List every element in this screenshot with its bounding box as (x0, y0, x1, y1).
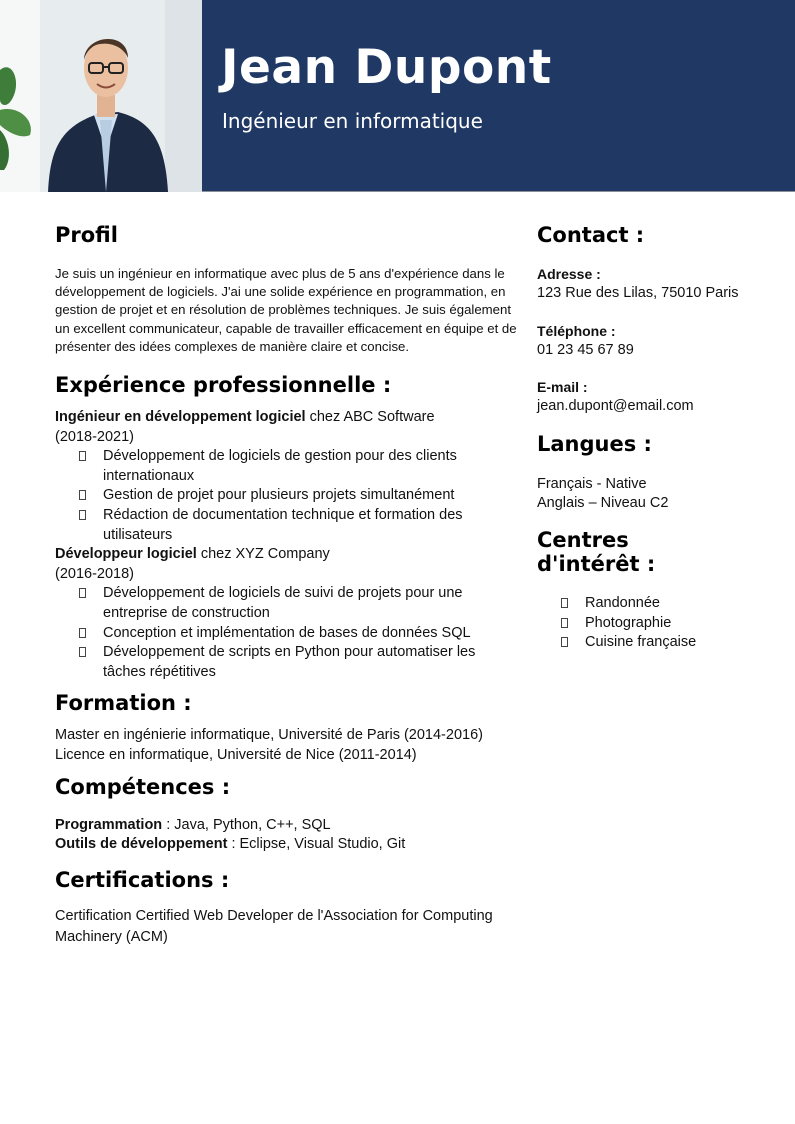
certifications-heading: Certifications : (55, 867, 230, 892)
interests-list (537, 594, 767, 653)
contact-phone (537, 322, 767, 361)
education-list (55, 726, 520, 765)
candidate-title: Ingénieur en informatique (222, 109, 483, 133)
skill-value: : Java, Python, C++, SQL (162, 816, 331, 833)
languages-list (537, 475, 767, 514)
phone-value: 01 23 45 67 89 (537, 341, 634, 358)
job-role: Développeur logiciel (55, 546, 197, 563)
job-tasks (55, 584, 520, 682)
education-item: Master en ingénierie informatique, Université de Paris (2014-2016) (55, 727, 483, 744)
address-label: Adresse : (537, 266, 601, 282)
interest-item (585, 633, 767, 653)
email-label: E-mail : (537, 379, 588, 396)
experience-section (55, 408, 520, 682)
skill-item (55, 835, 520, 855)
task-text: Développement de logiciels de suivi de projets pour une entreprise de construction (103, 585, 463, 621)
job-role: Ingénieur en développement logiciel (55, 409, 306, 426)
task-text: Conception et implémentation de bases de données SQL (103, 624, 471, 641)
interests-heading (537, 528, 767, 576)
job-tasks (55, 447, 520, 545)
bullet-icon (79, 628, 86, 638)
job-company: chez ABC Software (305, 409, 435, 426)
bullet-icon (79, 647, 86, 657)
phone-label: Téléphone : (537, 322, 616, 339)
task-item (103, 506, 520, 545)
interests-heading-line1: Centres (537, 527, 629, 552)
bullet-icon (561, 598, 568, 608)
task-text: Rédaction de documentation technique et formation des utilisateurs (103, 506, 463, 543)
job-entry (55, 408, 520, 545)
header-banner (0, 0, 795, 192)
task-text: Développement de scripts en Python pour automatiser les tâches répétitives (103, 644, 476, 680)
job-period: (2018-2021) (55, 428, 134, 445)
sidebar-column (537, 222, 767, 653)
job-entry (55, 545, 520, 682)
job-period: (2016-2018) (55, 565, 134, 582)
portrait-photo (0, 0, 202, 192)
job-company: chez XYZ Company (196, 546, 330, 563)
task-text: Développement de logiciels de gestion pour des clients internationaux (103, 448, 457, 484)
interest-text: Randonnée (585, 594, 660, 611)
email-value: jean.dupont@email.com (537, 398, 694, 415)
interest-text: Cuisine française (585, 634, 697, 651)
task-item (103, 624, 520, 644)
profile-heading: Profil (55, 223, 118, 247)
task-text: Gestion de projet pour plusieurs projets simultanément (103, 487, 455, 504)
bullet-icon (561, 637, 568, 647)
candidate-name: Jean Dupont (221, 40, 552, 95)
skill-label: Outils de développement (55, 836, 228, 853)
language-item: Français - Native (537, 475, 647, 492)
main-column (55, 222, 520, 948)
task-item (103, 447, 520, 486)
task-item (103, 643, 520, 682)
education-item: Licence en informatique, Université de Nice (2011-2014) (55, 746, 417, 763)
experience-heading: Expérience professionnelle : (55, 373, 392, 398)
task-item (103, 486, 520, 506)
interest-text: Photographie (585, 614, 672, 631)
language-item: Anglais – Niveau C2 (537, 495, 669, 512)
bullet-icon (79, 490, 86, 500)
interest-item (585, 614, 767, 634)
skill-label: Programmation (55, 816, 163, 833)
task-item (103, 584, 520, 623)
skill-item (55, 816, 520, 836)
education-heading: Formation : (55, 691, 192, 716)
profile-text: Je suis un ingénieur en informatique avec plus de 5 ans d'expérience dans le développement de logiciels. J'ai une solide expérience en programmation, en gestion de projet et en résolution de problèmes techniques. Je suis également un excellent communicateur, capable de travailler efficacement en équipe et de présenter des idées complexes de manière claire et concise. (55, 266, 517, 354)
interest-item (585, 594, 767, 614)
job-role-line (55, 545, 520, 565)
bullet-icon (561, 618, 568, 628)
bullet-icon (79, 451, 86, 461)
address-value: 123 Rue des Lilas, 75010 Paris (537, 285, 739, 301)
bullet-icon (79, 588, 86, 598)
interests-heading-line2: d'intérêt : (537, 551, 656, 576)
skills-list (55, 816, 520, 855)
skills-heading: Compétences : (55, 774, 231, 799)
bullet-icon (79, 510, 86, 520)
job-role-line (55, 408, 520, 428)
languages-heading: Langues : (537, 431, 652, 456)
contact-address (537, 265, 767, 304)
skill-value: : Eclipse, Visual Studio, Git (227, 836, 406, 853)
contact-heading: Contact : (537, 223, 645, 247)
contact-email (537, 378, 767, 417)
certification-text: Certification Certified Web Developer de l'Association for Computing Machinery (ACM) (55, 907, 493, 945)
